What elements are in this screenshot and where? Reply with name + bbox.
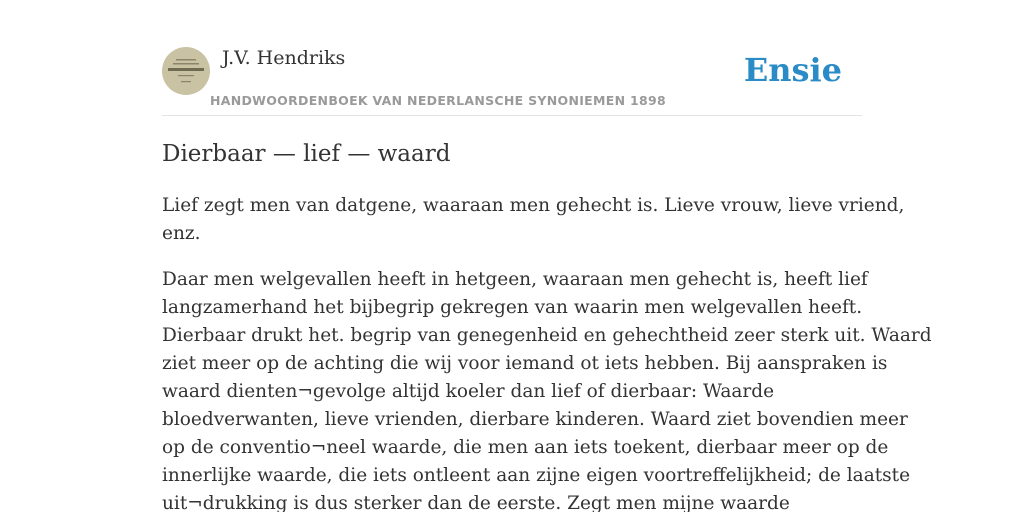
paragraph-1 — [162, 192, 905, 248]
author-name[interactable]: J.V. Hendriks — [222, 47, 346, 69]
text-line: enz. — [162, 223, 201, 244]
text-line: bloedverwanten, lieve vrienden, dierbare kinderen. Waard ziet bovendien meer — [162, 409, 908, 430]
text-line: ziet meer op de achting die wij voor iemand ot iets hebben. Bij aanspraken is — [162, 353, 888, 374]
article-title: Dierbaar — lief — waard — [162, 141, 451, 167]
source-title[interactable]: HANDWOORDENBOEK VAN NEDERLANSCHE SYNONIEMEN 1898 — [210, 93, 667, 108]
text-line: innerlijke waarde, die iets ontleent aan zijne eigen voortreffelijkheid; de laatste — [162, 465, 911, 486]
source-avatar[interactable] — [162, 47, 210, 95]
text-line: langzamerhand het bijbegrip gekregen van waarin men welgevallen heeft. — [162, 297, 863, 318]
text-line: waard dienten¬gevolge altijd koeler dan lief of dierbaar: Waarde — [162, 381, 775, 402]
text-line: Dierbaar drukt het. begrip van genegenheid en gehechtheid zeer sterk uit. Waard — [162, 325, 932, 346]
text-line: Daar men welgevallen heeft in hetgeen, waaraan men gehecht is, heeft lief — [162, 269, 868, 290]
ensie-logo[interactable]: Ensie — [743, 51, 842, 89]
book-cover-icon — [168, 59, 204, 83]
paragraph-2 — [162, 266, 932, 512]
text-line: Lief zegt men van datgene, waaraan men gehecht is. Lieve vrouw, lieve vriend, — [162, 195, 905, 216]
article-body — [162, 192, 932, 512]
header — [162, 46, 862, 116]
text-line: uit¬drukking is dus sterker dan de eerste. Zegt men mijne waarde — [162, 493, 790, 512]
header-divider — [162, 115, 862, 116]
text-line: op de conventio¬neel waarde, die men aan iets toekent, dierbaar meer op de — [162, 437, 889, 458]
